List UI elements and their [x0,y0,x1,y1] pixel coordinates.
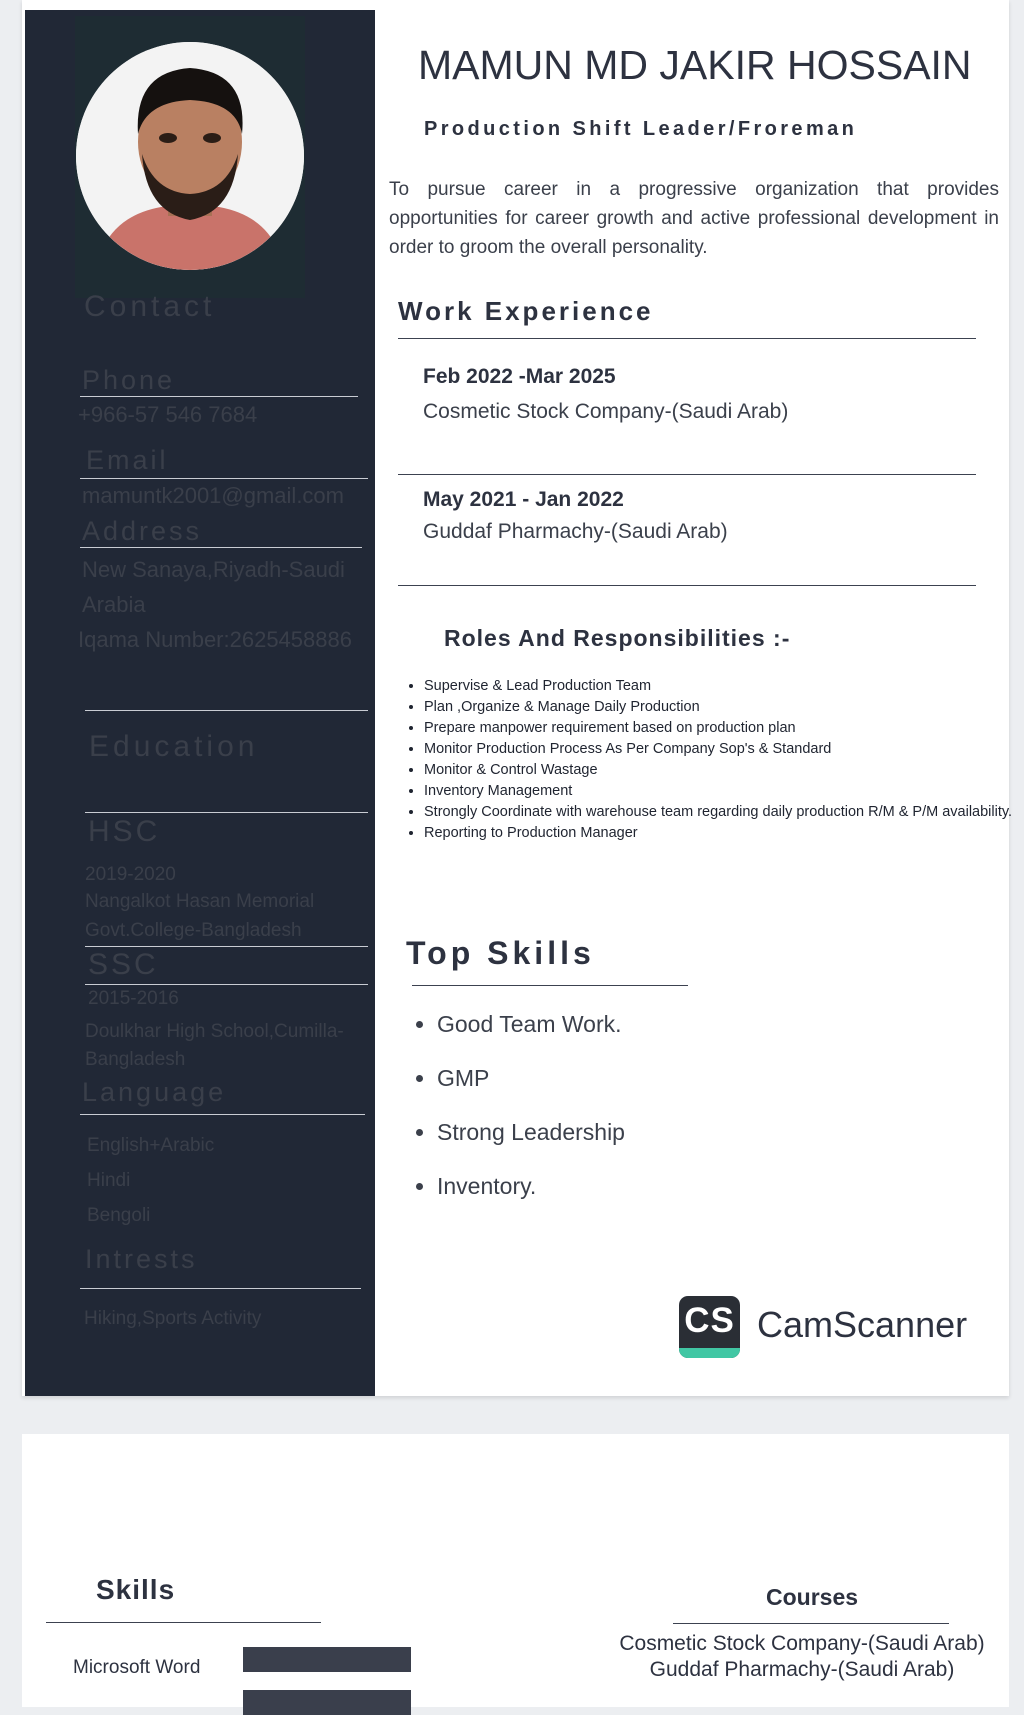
courses-heading: Courses [766,1584,859,1610]
list-item: • Plan ,Organize & Manage Daily Production [424,697,1024,718]
job-dates: May 2021 - Jan 2022 [423,488,624,511]
interests-text: Hiking,Sports Activity [84,1308,262,1329]
work-experience-heading: Work Experience [398,296,654,326]
divider [85,984,368,985]
divider [85,946,368,947]
job-company: Cosmetic Stock Company-(Saudi Arab) [423,400,789,423]
list-item: • Strong Leadership [437,1114,625,1168]
camscanner-logo-icon [679,1296,740,1358]
profile-photo [76,42,304,270]
list-item: • Good Team Work. [437,1006,625,1060]
list-item: • Monitor & Control Wastage [424,760,1024,781]
skill-level-bar [243,1690,411,1715]
contact-heading: Contact [84,290,216,323]
roles-list [404,676,1024,844]
email-label: Email [86,445,169,475]
hsc-school-line-2: Govt.College-Bangladesh [85,920,302,941]
divider [80,1288,361,1289]
ssc-years: 2015-2016 [88,988,179,1009]
divider [398,585,976,586]
language-item: English+Arabic [87,1135,215,1156]
person-name: MAMUN MD JAKIR HOSSAIN [418,42,972,88]
list-item: • Inventory. [437,1168,625,1222]
skill-level-bar [243,1647,411,1672]
divider [85,812,368,813]
list-item: • GMP [437,1060,625,1114]
course-item: Guddaf Pharmachy-(Saudi Arab) [649,1658,955,1681]
phone-label: Phone [82,365,176,395]
address-line-2: Arabia [82,592,146,617]
interests-heading: Intrests [85,1244,198,1274]
language-item: Hindi [87,1170,131,1191]
ssc-label: SSC [88,948,159,981]
job-title: Production Shift Leader/Froreman [424,118,858,140]
divider [412,985,688,986]
divider [398,338,976,339]
camscanner-wordmark: CamScanner [757,1304,968,1345]
list-item: • Prepare manpower requirement based on production plan [424,718,1024,739]
logo-band [679,1348,740,1358]
skills-heading: Skills [96,1574,176,1605]
language-item: Bengoli [87,1205,151,1226]
career-objective: To pursue career in a progressive organization that provides opportunities for career growth and active professional development in order to groom the overall personality. [389,179,999,258]
divider [85,710,368,711]
top-skills-heading: Top Skills [406,935,595,971]
resume-page-2 [22,1434,1009,1707]
ssc-school-line-1: Doulkhar High School,Cumilla- [85,1021,344,1042]
camscanner-logo-text: CS [684,1301,735,1340]
email-address: mamuntk2001@gmail.com [82,483,344,508]
list-item: • Inventory Management [424,781,1024,802]
divider [673,1623,949,1624]
hsc-years: 2019-2020 [85,864,176,885]
divider [80,1114,365,1115]
ssc-school-line-2: Bangladesh [85,1049,186,1070]
job-dates: Feb 2022 -Mar 2025 [423,365,616,388]
divider [80,547,362,548]
skill-name: Microsoft Word [73,1657,201,1678]
roles-heading: Roles And Responsibilities :- [444,625,791,651]
top-skills-list [413,1006,625,1222]
education-heading: Education [89,730,259,763]
phone-number: +966-57 546 7684 [78,402,258,427]
course-item: Cosmetic Stock Company-(Saudi Arab) [619,1632,985,1655]
list-item: • Reporting to Production Manager [424,823,1024,844]
divider [398,474,976,475]
divider [46,1622,321,1623]
language-heading: Language [82,1077,227,1107]
divider [80,396,358,397]
list-item: • Monitor Production Process As Per Company Sop's & Standard [424,739,1024,760]
person-portrait-icon [76,42,304,270]
hsc-school-line-1: Nangalkot Hasan Memorial [85,891,315,912]
iqama-number: Iqama Number:2625458886 [78,627,352,652]
job-company: Guddaf Pharmachy-(Saudi Arab) [423,520,728,543]
address-line-1: New Sanaya,Riyadh-Saudi [82,557,345,582]
list-item: • Strongly Coordinate with warehouse team regarding daily production R/M & P/M availability. [424,802,1024,823]
address-label: Address [82,516,203,546]
divider [80,478,368,479]
hsc-label: HSC [88,815,161,848]
list-item: • Supervise & Lead Production Team [424,676,1024,697]
